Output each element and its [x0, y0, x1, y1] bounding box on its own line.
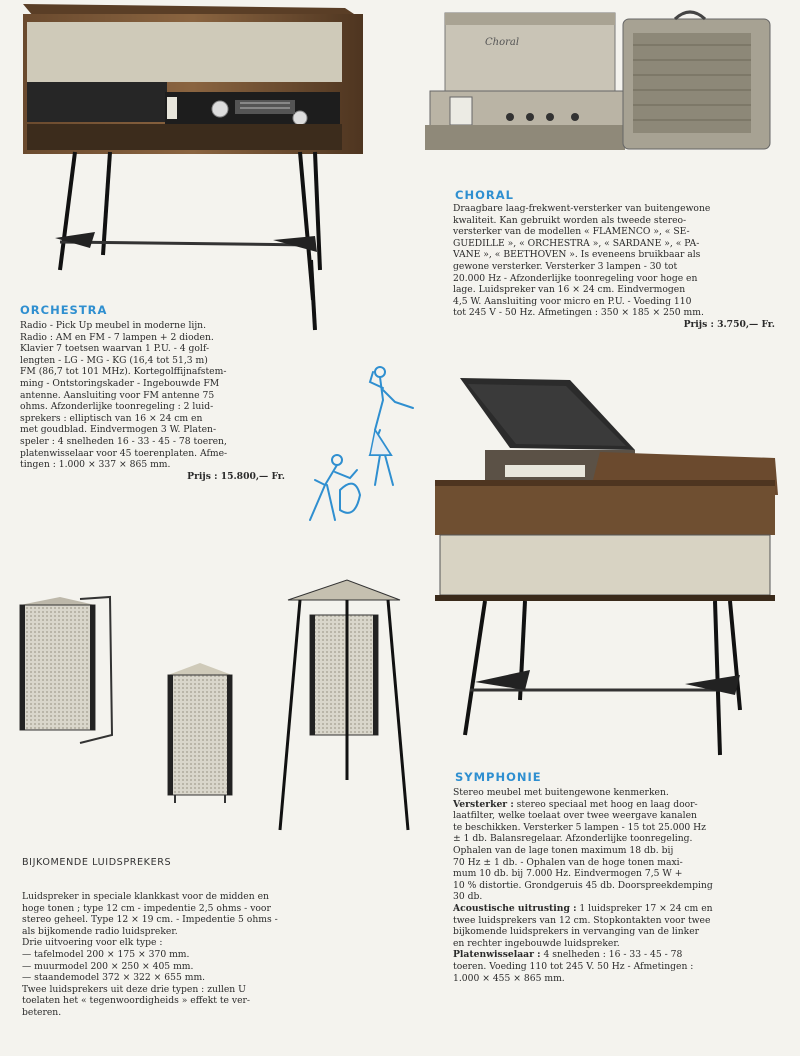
choral-line: Draagbare laag-frekwent-versterker van buitengewone: [453, 203, 711, 214]
symphonie-line: 1 luidspreker 17 × 24 cm en: [576, 902, 713, 914]
choral-line: tot 245 V - 50 Hz. Afmetingen : 350 × 185 × 250 mm.: [453, 307, 704, 319]
symphonie-line: stereo speciaal met hoog en laag door-: [513, 798, 698, 810]
speakers-line: als bijkomende radio luidspreker.: [22, 925, 178, 937]
speakers-description: [22, 891, 344, 1019]
dancers-illustration: [295, 360, 425, 530]
platen-label: Platenwisselaar :: [453, 949, 541, 961]
orchestra-line: antenne. Aansluiting voor FM antenne 75: [20, 389, 215, 401]
symphonie-intro: Stereo meubel met buitengewone kenmerken.: [453, 787, 669, 798]
orchestra-line: FM (86,7 tot 101 MHz). Kortegolffijnafstem-: [20, 366, 227, 378]
orchestra-line: met goudblad. Eindvermogen 3 W. Platen-: [20, 424, 217, 436]
acoustic-label: Acoustische uitrusting :: [453, 902, 577, 914]
symphonie-line: 4 snelheden : 16 - 33 - 45 - 78: [540, 949, 683, 961]
symphonie-line: mum 10 db. bij 7.000 Hz. Eindvermogen 7,5 W +: [453, 868, 683, 880]
choral-price: Prijs : 3.750,— Fr.: [683, 318, 775, 330]
symphonie-line: 30 db.: [453, 891, 483, 903]
orchestra-description: [20, 320, 285, 482]
symphonie-line: toeren. Voeding 110 tot 245 V. 50 Hz - Afmetingen :: [453, 960, 694, 972]
choral-line: lage. Luidspreker van 16 × 24 cm. Eindvermogen: [453, 284, 686, 296]
orchestra-line: speler : 4 snelheden 16 - 33 - 45 - 78 toeren,: [20, 435, 227, 447]
orchestra-line: Radio : AM en FM - 7 lampen + 2 dioden.: [20, 331, 214, 343]
symphonie-line: 1.000 × 455 × 865 mm.: [453, 972, 565, 984]
speakers-line: Twee luidsprekers uit deze drie typen : zullen U: [22, 983, 246, 995]
orchestra-price: Prijs : 15.800,— Fr.: [187, 470, 285, 482]
symphonie-line: en rechter ingebouwde luidspreker.: [453, 937, 620, 949]
symphonie-line: bijkomende luidsprekers in vervanging van de linker: [453, 926, 700, 938]
speakers-line: hoge tonen ; type 12 cm - impedentie 2,5 ohms - voor: [22, 902, 271, 914]
choral-line: 4,5 W. Aansluiting voor micro en P.U. - Voeding 110: [453, 295, 692, 307]
orchestra-line: Klavier 7 toetsen waarvan 1 P.U. - 4 golf-: [20, 343, 210, 355]
symphonie-line: twee luidsprekers van 12 cm. Stopkontakten voor twee: [453, 914, 711, 926]
orchestra-line: tingen : 1.000 × 337 × 865 mm.: [20, 459, 171, 471]
speakers-line: toelaten het « tegenwoordigheids » effekt te ver-: [22, 995, 251, 1007]
speakers-photo: [10, 575, 410, 835]
symphonie-line: 10 % distortie. Grondgeruis 45 db. Doorspreekdemping: [453, 879, 713, 891]
choral-line: GUEDILLE », « ORCHESTRA », « SARDANE », « PA-: [453, 237, 700, 249]
symphonie-line: 70 Hz ± 1 db. - Ophalen van de hoge tonen maxi-: [453, 856, 683, 868]
versterker-label: Versterker :: [453, 798, 514, 810]
speakers-line: stereo geheel. Type 12 × 19 cm. - Impedentie 5 ohms -: [22, 914, 278, 926]
choral-photo: [415, 5, 775, 165]
choral-line: kwaliteit. Kan gebruikt worden als tweede stereo-: [453, 214, 687, 226]
symphonie-line: te beschikken. Versterker 5 lampen - 15 tot 25.000 Hz: [453, 821, 707, 833]
choral-line: gewone versterker. Versterker 3 lampen - 30 tot: [453, 260, 678, 272]
speakers-line: — tafelmodel 200 × 175 × 370 mm.: [22, 948, 190, 960]
orchestra-line: ohms. Afzonderlijke toonregeling : 2 luid-: [20, 401, 214, 413]
speakers-line: Drie uitvoering voor elk type :: [22, 937, 163, 949]
symphonie-line: ± 1 db. Balansregelaar. Afzonderlijke toonregeling.: [453, 833, 693, 845]
symphonie-line: Ophalen van de lage tonen maximum 18 db. bij: [453, 844, 674, 856]
symphonie-photo: [430, 370, 785, 760]
choral-description: [453, 203, 775, 331]
symphonie-line: laatfilter, welke toelaat over twee weergave kanalen: [453, 810, 697, 822]
speakers-title: BIJKOMENDE LUIDSPREKERS: [22, 857, 172, 868]
orchestra-photo: [15, 0, 365, 335]
orchestra-line: sprekers : elliptisch van 16 × 24 cm en: [20, 412, 203, 424]
choral-line: 20.000 Hz - Afzonderlijke toonregeling voor hoge en: [453, 272, 698, 284]
speakers-line: — muurmodel 200 × 250 × 405 mm.: [22, 960, 194, 972]
speakers-line: beteren.: [22, 1006, 62, 1018]
speakers-line: Luidspreker in speciale klankkast voor de midden en: [22, 891, 269, 902]
orchestra-line: platenwisselaar voor 45 toerenplaten. Afme-: [20, 447, 228, 459]
orchestra-line: lengten - LG - MG - KG (16,4 tot 51,3 m): [20, 354, 208, 366]
choral-title: CHORAL: [455, 188, 514, 202]
symphonie-description: [453, 787, 775, 984]
orchestra-title: ORCHESTRA: [20, 303, 108, 317]
choral-line: VANE », « BEETHOVEN ». Is eveneens bruikbaar als: [453, 249, 701, 261]
orchestra-line: ming - Ontstoringskader - Ingebouwde FM: [20, 377, 220, 389]
speakers-line: — staandemodel 372 × 322 × 655 mm.: [22, 972, 206, 984]
choral-line: versterker van de modellen « FLAMENCO », « SE-: [453, 226, 690, 238]
svg-text:Choral: Choral: [485, 37, 520, 48]
symphonie-title: SYMPHONIE: [455, 770, 542, 784]
orchestra-line: Radio - Pick Up meubel in moderne lijn.: [20, 320, 207, 331]
